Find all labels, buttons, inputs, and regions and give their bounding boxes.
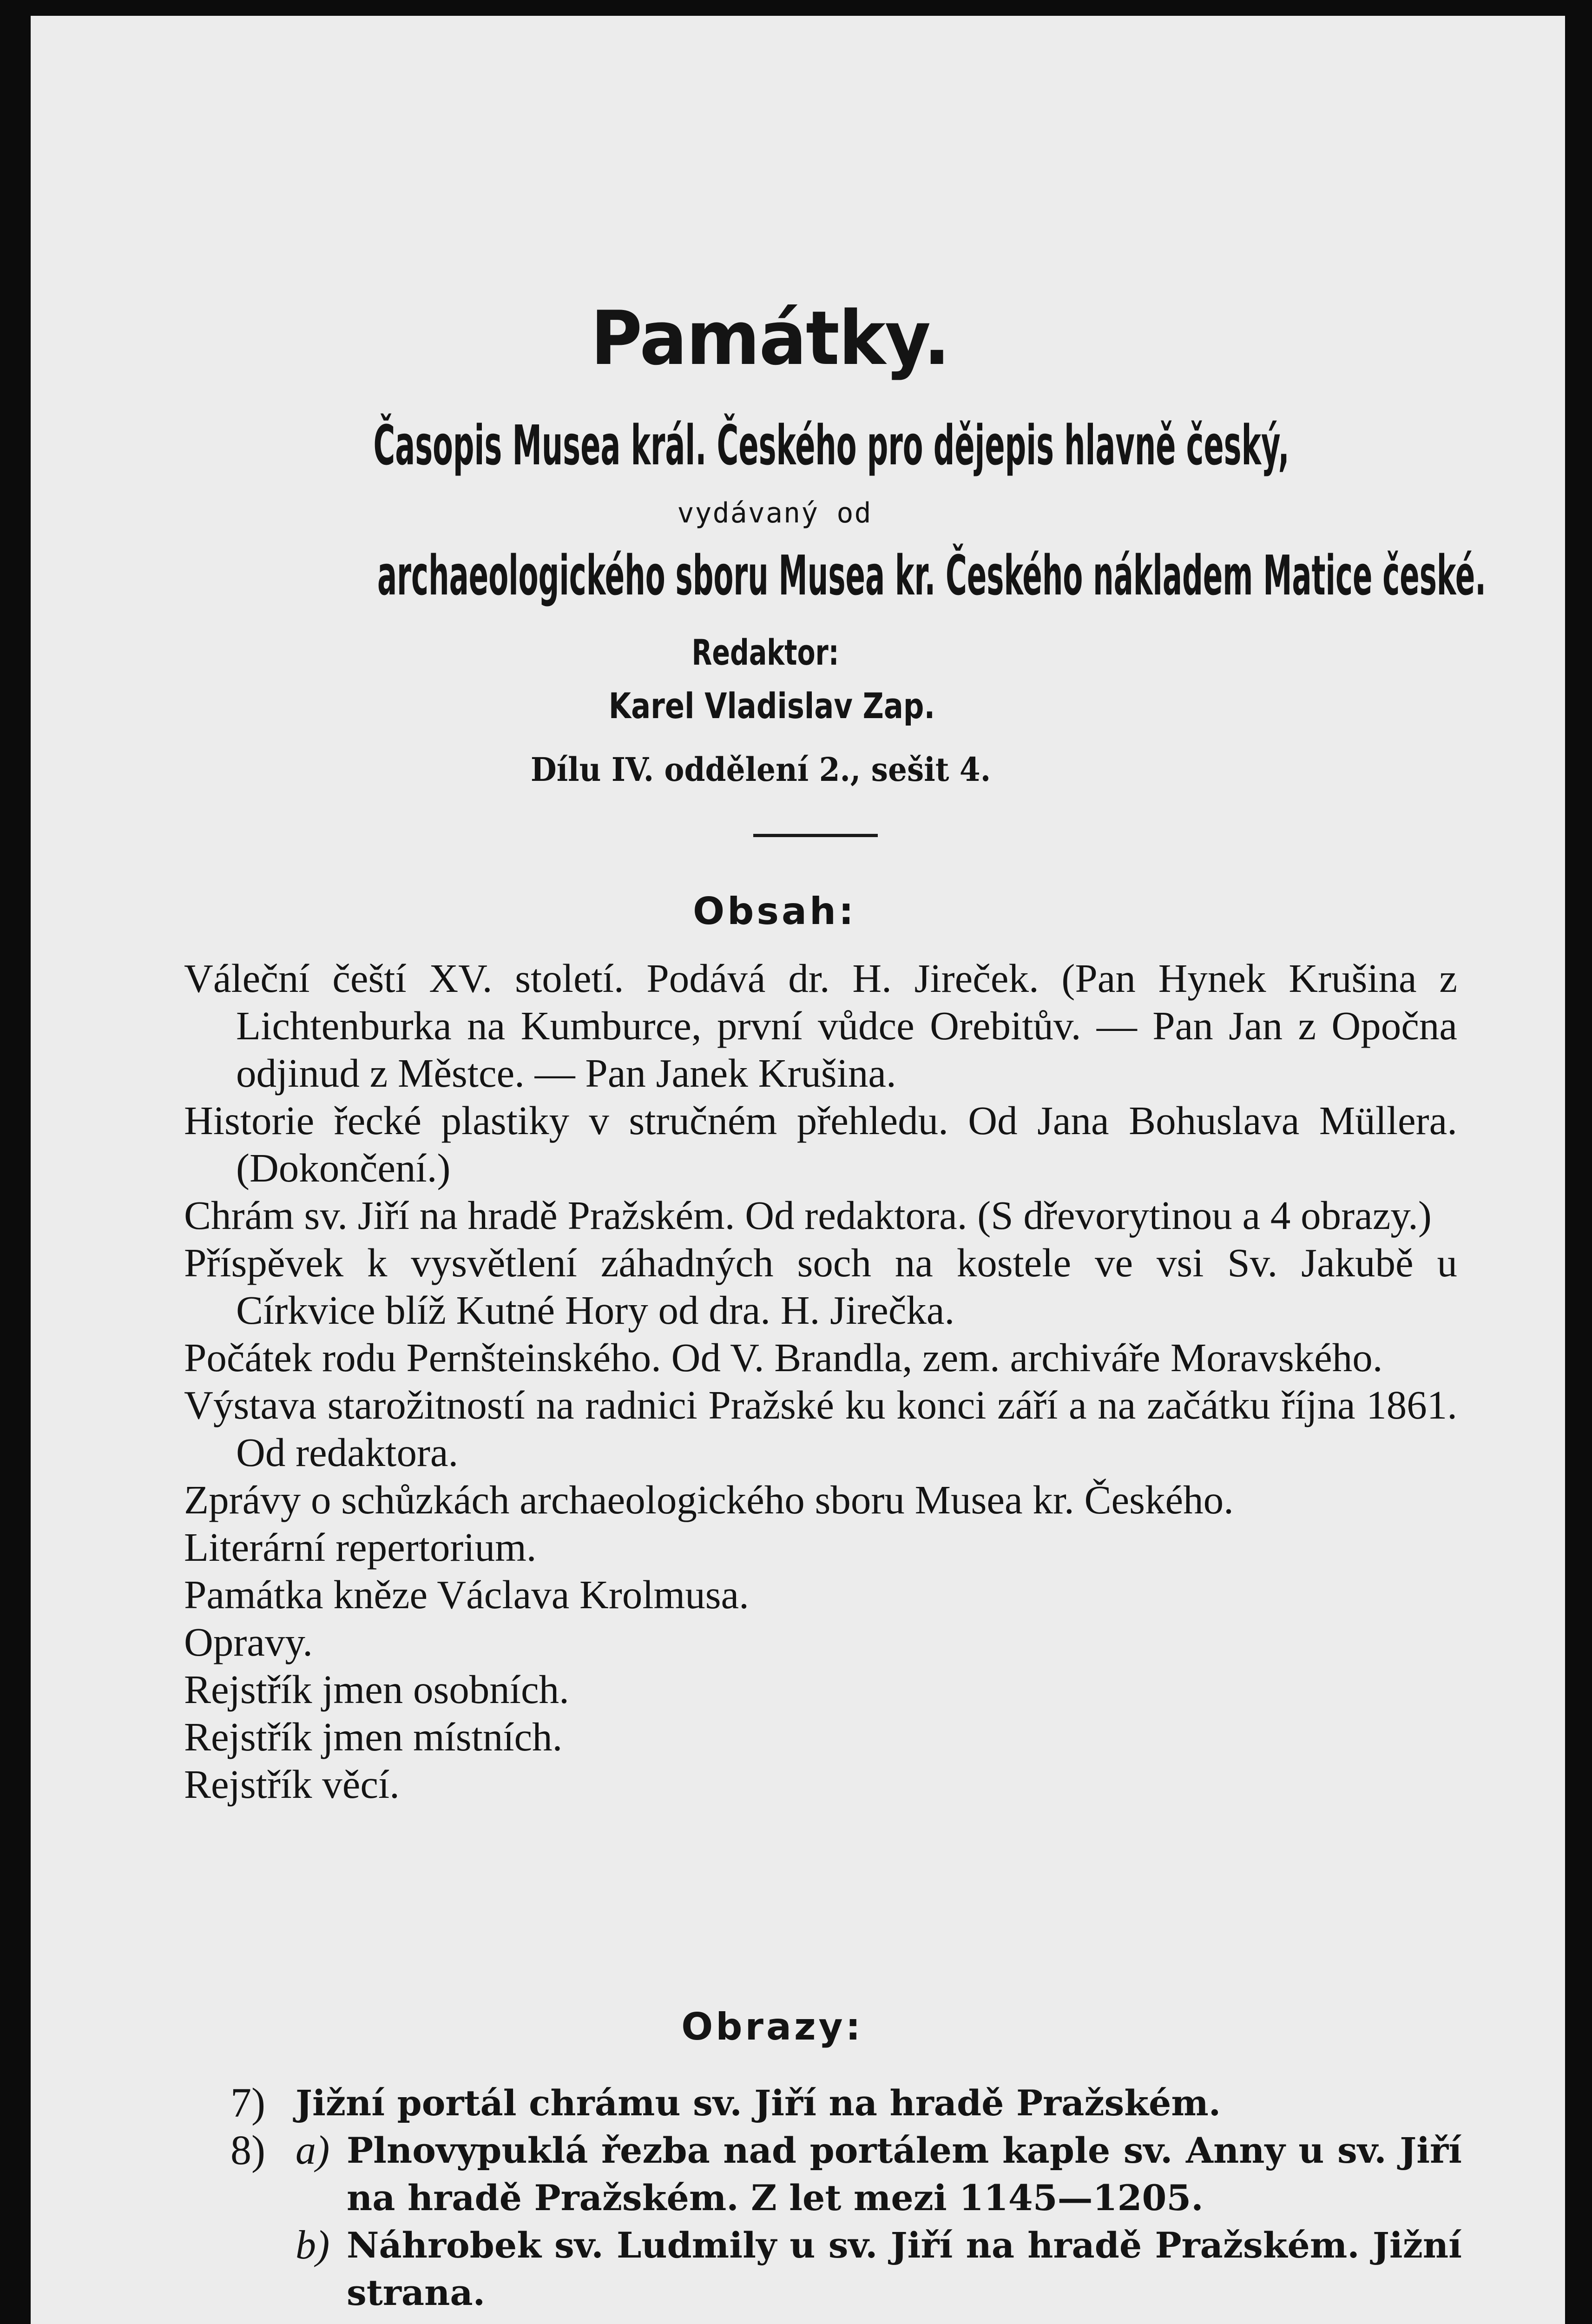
volume-info: Dílu IV. oddělení 2., sešit 4.	[530, 750, 991, 789]
figure-number: 8)	[230, 2127, 265, 2173]
contents-item: Rejstřík jmen osobních.	[184, 1667, 569, 1712]
contents-item: Výstava starožitností na radnici Pražské ku konci září a na začátku října 1861. Od redaktora.	[184, 1382, 1457, 1475]
contents-list	[184, 955, 1457, 1808]
figure-subletter: a)	[296, 2128, 330, 2173]
editor-label: Redaktor:	[691, 632, 839, 673]
editor-name: Karel Vladislav Zap.	[608, 685, 935, 726]
contents-item: Počátek rodu Pernšteinského. Od V. Brandla, zem. archiváře Moravského.	[184, 1335, 1383, 1380]
figures-list	[230, 2080, 1462, 2317]
journal-title: Památky.	[590, 295, 950, 382]
figure-subletter: b)	[296, 2223, 330, 2268]
figure-item	[230, 2127, 1462, 2222]
contents-item: Příspěvek k vysvětlení záhadných soch na kostele ve vsi Sv. Jakubě u Církvice blíž Kutné Hory od dra. H. Jirečka.	[184, 1240, 1457, 1333]
published-by: vydávaný od	[677, 497, 872, 529]
figure-caption: Jižní portál chrámu sv. Jiří na hradě Pražském.	[296, 2082, 1221, 2124]
figures-heading: Obrazy:	[681, 2005, 863, 2048]
contents-heading: Obsah:	[693, 890, 856, 933]
contents-item: Chrám sv. Jiří na hradě Pražském. Od redaktora. (S dřevorytinou a 4 obrazy.)	[184, 1193, 1432, 1238]
figure-item	[230, 2080, 1462, 2127]
figure-item	[230, 2222, 1462, 2317]
figure-caption: Náhrobek sv. Ludmily u sv. Jiří na hradě Pražském. Jižní strana.	[347, 2225, 1462, 2313]
contents-item: Rejstřík věcí.	[184, 1762, 400, 1807]
figure-caption: Plnovypuklá řezba nad portálem kaple sv. Anny u sv. Jiří na hradě Pražském. Z let mezi 1145—1205.	[347, 2130, 1462, 2218]
figure-number: 7)	[230, 2080, 265, 2126]
contents-item: Historie řecké plastiky v stručném přehledu. Od Jana Bohuslava Müllera. (Dokončení.)	[184, 1098, 1457, 1190]
journal-subtitle: Časopis Musea král. Českého pro dějepis hlavně český,	[373, 413, 1289, 477]
contents-item: Zprávy o schůzkách archaeologického sboru Musea kr. Českého.	[184, 1477, 1234, 1522]
document-page	[31, 16, 1565, 2324]
publisher-line: archaeologického sboru Musea kr. Českého nákladem Matice české.	[377, 543, 1487, 607]
contents-item: Literární repertorium.	[184, 1525, 537, 1570]
divider-rule	[753, 834, 878, 837]
contents-item: Opravy.	[184, 1619, 313, 1664]
contents-item: Památka kněze Václava Krolmusa.	[184, 1572, 749, 1617]
contents-item: Váleční čeští XV. století. Podává dr. H. Jireček. (Pan Hynek Krušina z Lichtenburka na Kumburce, první vůdce Orebitův. — Pan Jan z Opočna odjinud z Městce. — Pan Janek Krušina.	[184, 956, 1457, 1096]
contents-item: Rejstřík jmen místních.	[184, 1714, 563, 1759]
